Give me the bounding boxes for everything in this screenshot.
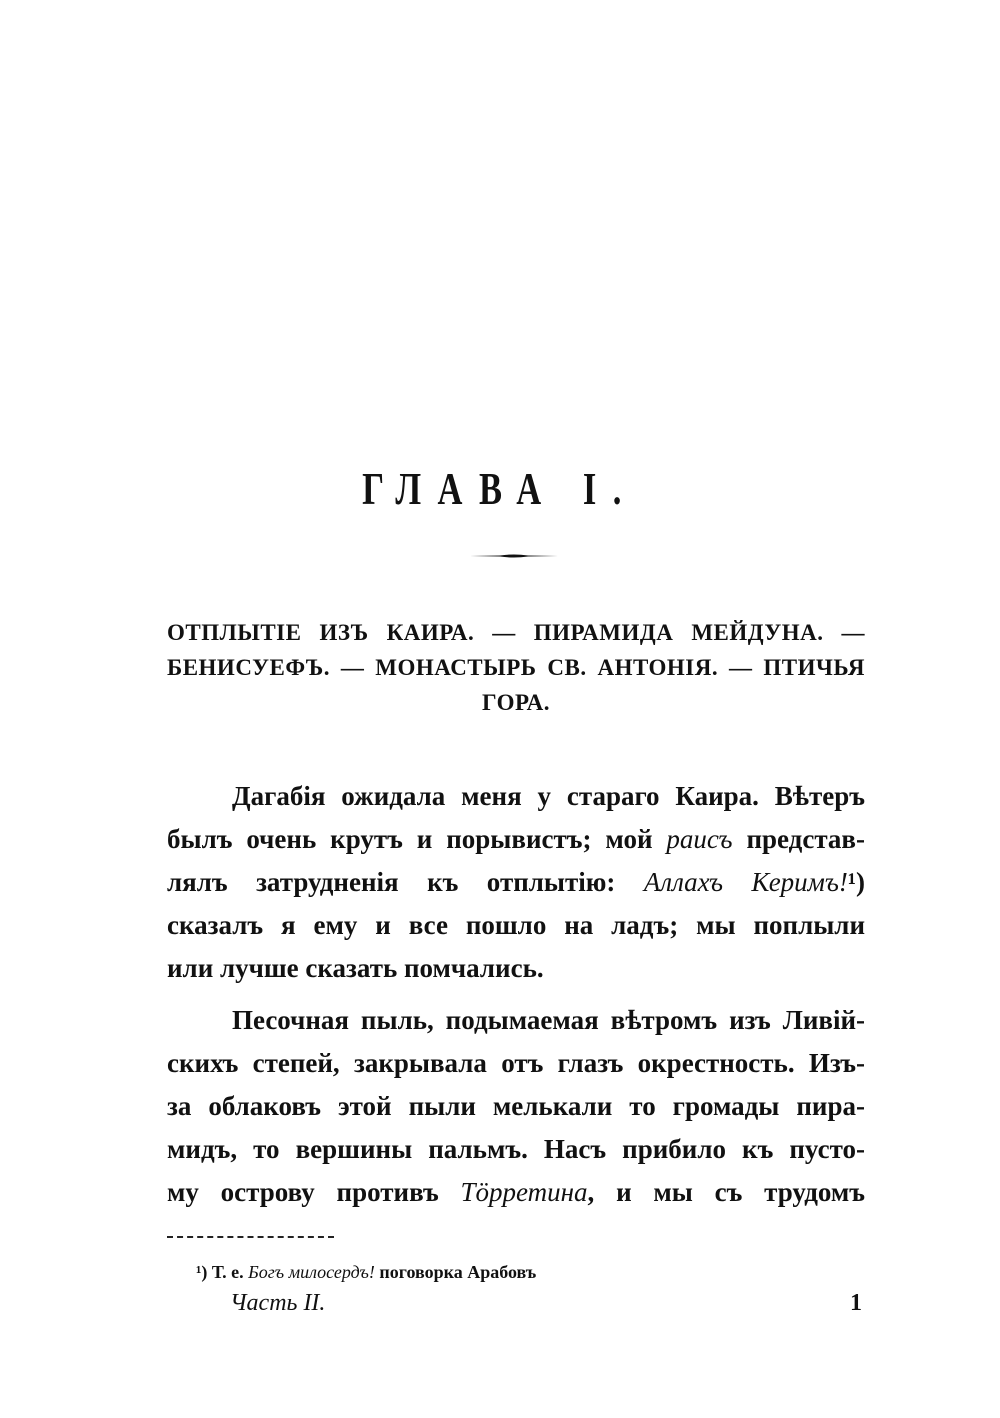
italic-text: Тӧрретина	[460, 1177, 588, 1207]
footnote	[196, 1262, 536, 1283]
text-segment: ¹)	[847, 867, 866, 897]
text-segment: скихъ степей, закрывала отъ глазъ окрестность. Изъ-	[167, 1048, 865, 1078]
italic-text: раисъ	[666, 824, 733, 854]
text-segment: , и мы съ трудомъ	[587, 1177, 865, 1207]
text-segment: былъ очень крутъ и порывистъ; мой	[167, 824, 667, 854]
italic-text: Аллахъ Керимъ!	[643, 867, 848, 897]
text-line	[167, 953, 865, 984]
text-line	[167, 824, 865, 855]
page-number: 1	[850, 1290, 862, 1316]
text-line	[167, 1134, 865, 1165]
text-segment: представ-	[732, 824, 865, 854]
footnote-text: Т. е.	[207, 1262, 249, 1282]
text-segment: му острову противъ	[167, 1177, 461, 1207]
text-line	[167, 910, 865, 941]
footnote-text: поговорка Арабовъ	[374, 1262, 537, 1282]
text-line	[232, 1005, 865, 1036]
text-segment: Дагабія ожидала меня у стараго Каира. Вѣтеръ	[232, 781, 865, 811]
subheading-line: ОТПЛЫТІЕ ИЗЪ КАИРА. — ПИРАМИДА МЕЙДУНА. —	[167, 620, 865, 645]
subheading-line: БЕНИСУЕФЪ. — МОНАСТЫРЬ СВ. АНТОНІЯ. — ПТИЧЬЯ	[167, 655, 865, 680]
text-segment: сказалъ я ему и все пошло на ладъ; мы поплыли	[167, 910, 865, 940]
text-segment: Песочная пыль, подымаемая вѣтромъ изъ Ливій-	[232, 1005, 865, 1035]
ornament-divider	[470, 554, 558, 558]
text-segment: за облаковъ этой пыли мелькали то громады пира-	[167, 1091, 865, 1121]
footnote-divider	[167, 1236, 334, 1238]
text-line	[167, 1177, 865, 1208]
text-line	[167, 867, 865, 898]
text-segment: или лучше сказать помчались.	[167, 953, 544, 983]
footnote-marker: ¹)	[196, 1262, 208, 1282]
text-line	[167, 1048, 865, 1079]
text-line	[232, 781, 865, 812]
footer-part-label: Часть II.	[230, 1290, 326, 1316]
text-line	[167, 1091, 865, 1122]
subheading-line: ГОРА.	[482, 690, 550, 715]
chapter-title: ГЛАВА I.	[362, 463, 638, 514]
text-segment: мидъ, то вершины пальмъ. Насъ прибило къ пусто-	[167, 1134, 865, 1164]
footnote-italic: Богъ милосердъ!	[248, 1262, 375, 1282]
text-segment: лялъ затрудненія къ отплытію:	[167, 867, 644, 897]
